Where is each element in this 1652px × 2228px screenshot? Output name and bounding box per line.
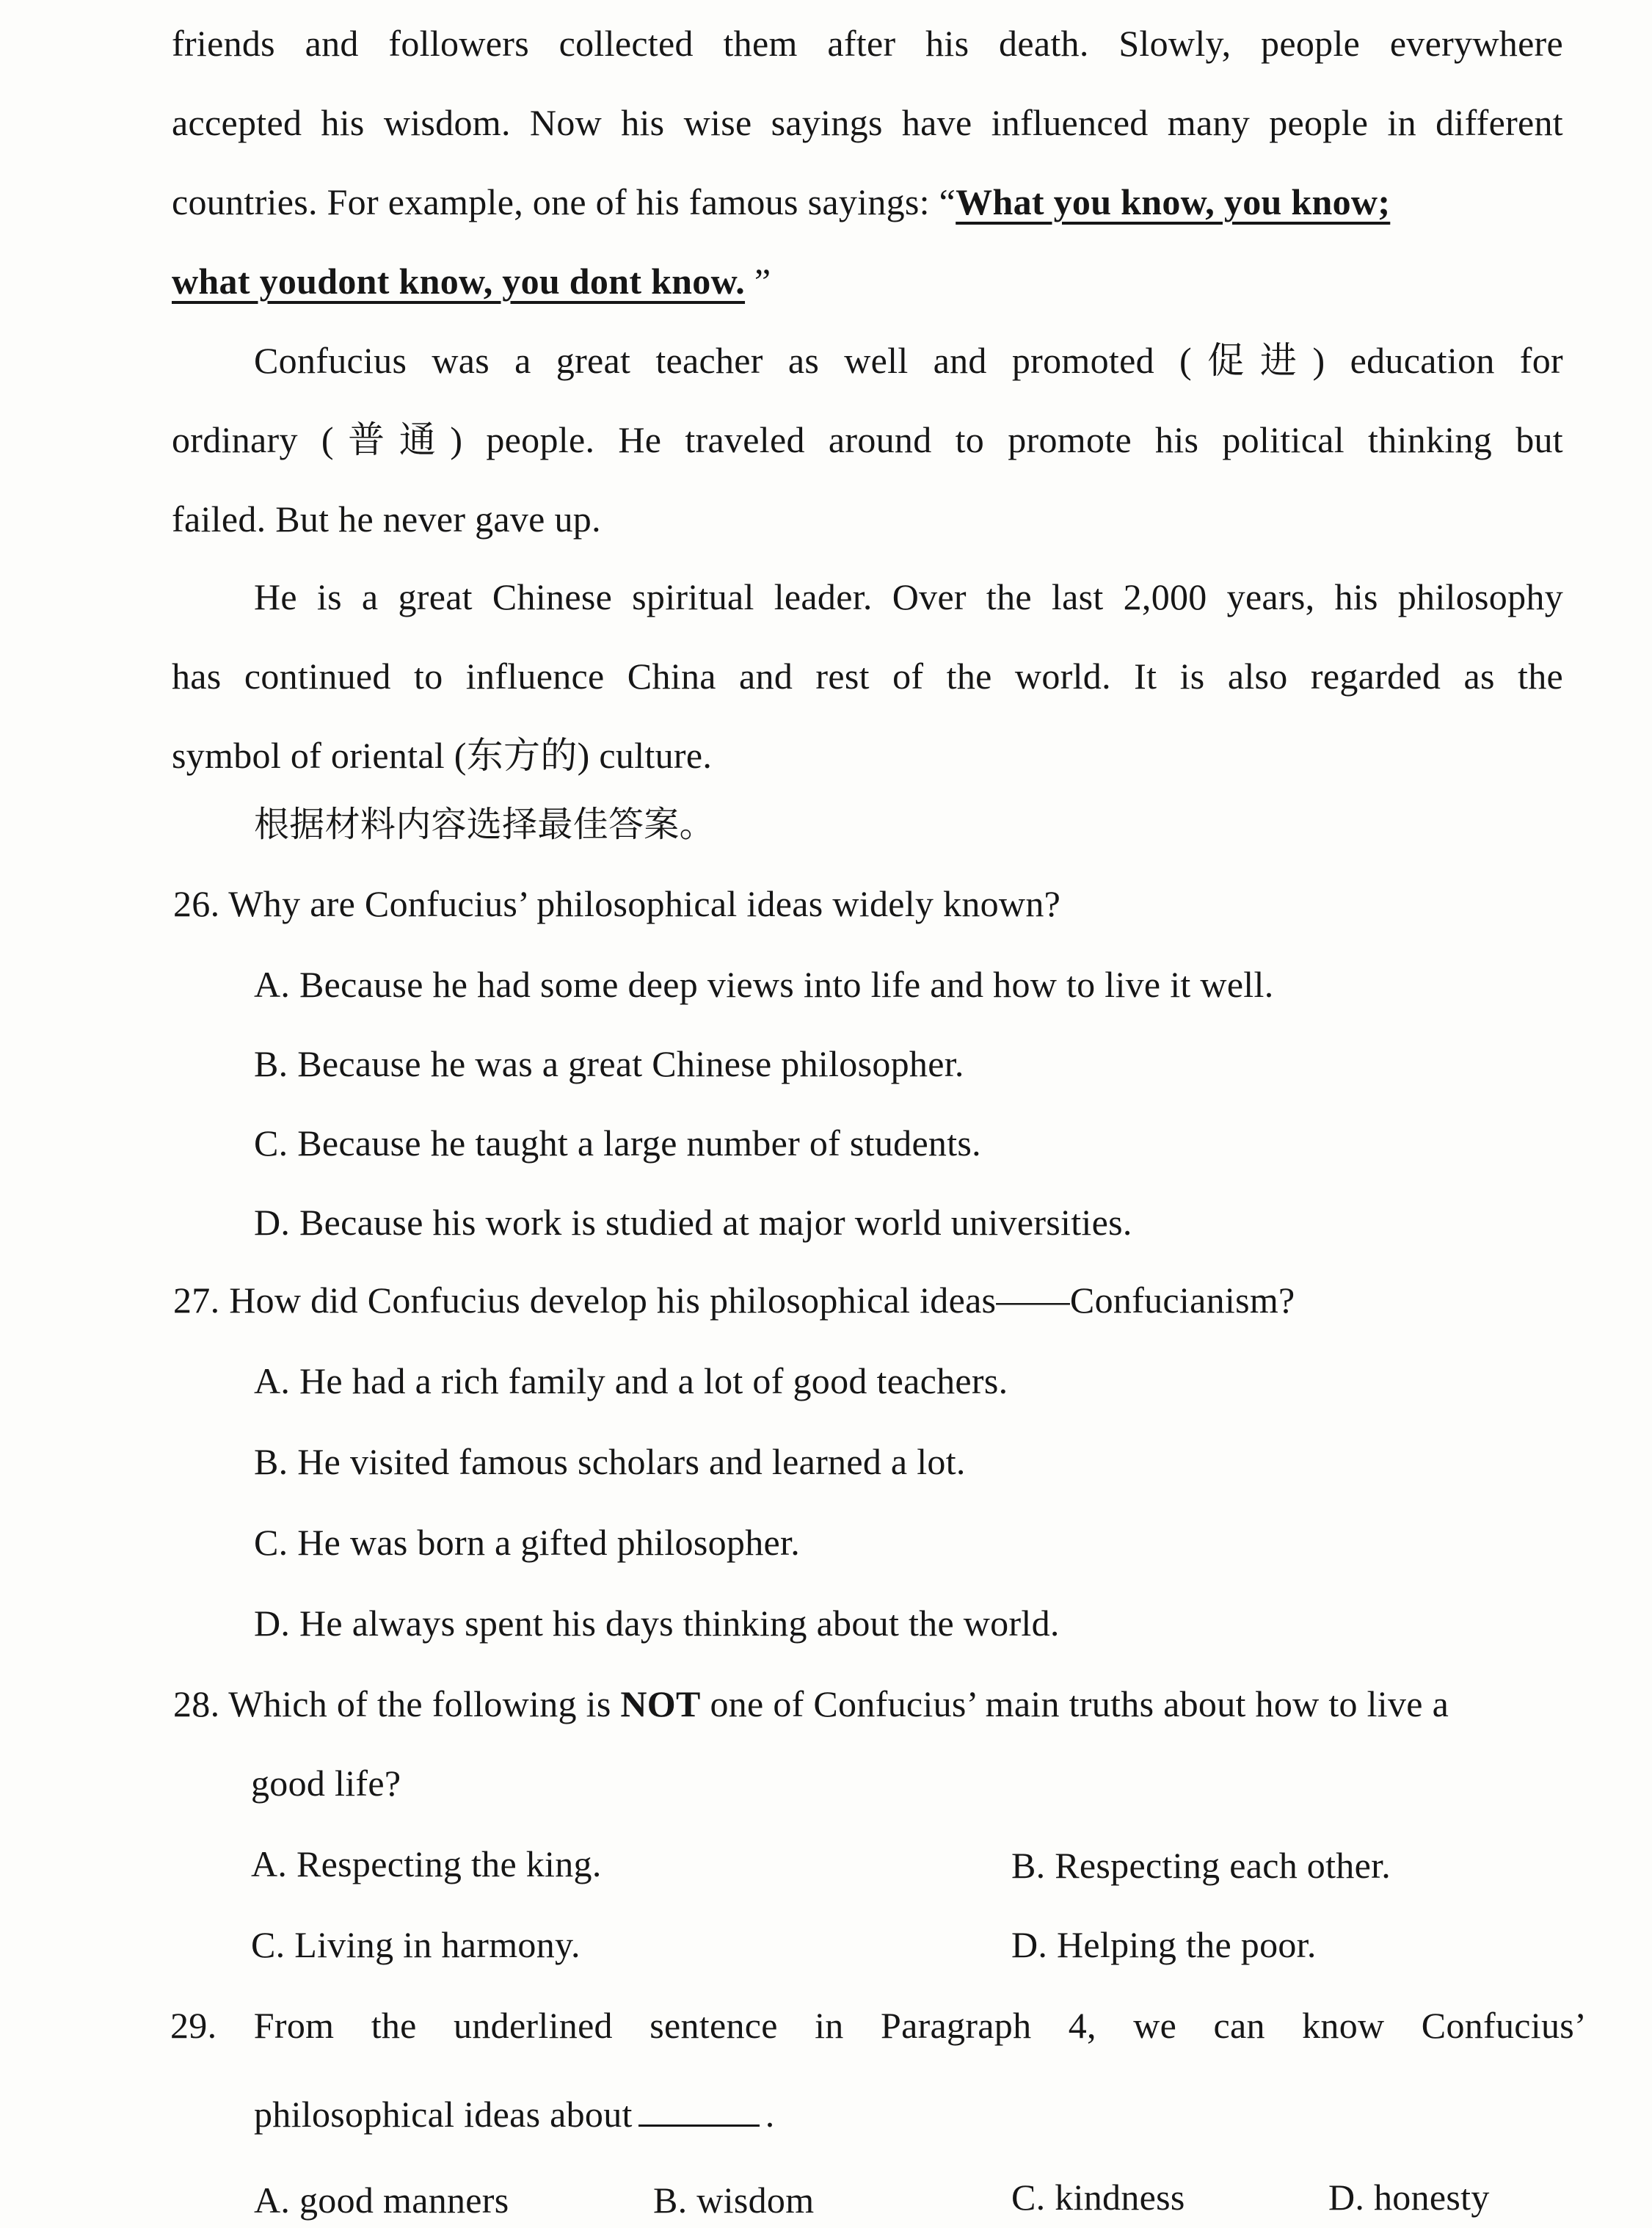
passage-line: friends and followers collected them after his death. Slowly, people everywhere: [172, 23, 1563, 64]
answer-blank: [638, 2091, 760, 2127]
question-29-option-b[interactable]: B. wisdom: [653, 2180, 815, 2221]
question-28-emphasis: NOT: [620, 1683, 701, 1724]
question-29-stem: 29. From the underlined sentence in Paragraph 4, we can know Confucius’: [170, 2005, 1587, 2046]
passage-line: symbol of oriental (东方的) culture.: [172, 735, 713, 776]
passage-line: has continued to influence China and rest of the world. It is also regarded as the: [172, 656, 1563, 697]
question-27-option-a[interactable]: A. He had a rich family and a lot of good teachers.: [254, 1360, 1008, 1401]
passage-line-with-quote: [172, 179, 1390, 225]
question-26-option-c[interactable]: C. Because he taught a large number of students.: [254, 1122, 981, 1164]
passage-text: countries. For example, one of his famous sayings: “: [172, 181, 956, 222]
question-26-option-b[interactable]: B. Because he was a great Chinese philosopher.: [254, 1043, 964, 1084]
instruction: 根据材料内容选择最佳答案。: [254, 804, 715, 845]
question-29-option-c[interactable]: C. kindness: [1011, 2177, 1185, 2218]
question-28-stem-text: one of Confucius’ main truths about how to live a: [700, 1683, 1449, 1724]
question-28-option-d[interactable]: D. Helping the poor.: [1011, 1924, 1317, 1965]
question-28-stem-continued: good life?: [251, 1763, 401, 1804]
question-27-option-d[interactable]: D. He always spent his days thinking about the world.: [254, 1603, 1060, 1644]
question-27-option-b[interactable]: B. He visited famous scholars and learned a lot.: [254, 1441, 966, 1482]
question-29-option-a[interactable]: A. good manners: [254, 2180, 509, 2221]
question-26-stem: 26. Why are Confucius’ philosophical ideas widely known?: [173, 883, 1061, 924]
question-27-option-c[interactable]: C. He was born a gifted philosopher.: [254, 1522, 801, 1563]
question-27-stem: 27. How did Confucius develop his philosophical ideas——Confucianism?: [173, 1280, 1295, 1321]
question-26-option-d[interactable]: D. Because his work is studied at major world universities.: [254, 1202, 1132, 1243]
passage-line: accepted his wisdom. Now his wise sayings have influenced many people in different: [172, 102, 1563, 143]
question-29-stem-continued: [254, 2091, 775, 2137]
passage-line: Confucius was a great teacher as well and promoted (促进) education for: [254, 340, 1563, 381]
question-29-stem-text: philosophical ideas about: [254, 2094, 633, 2135]
question-28-stem-text: 28. Which of the following is: [173, 1683, 621, 1724]
question-28-option-b[interactable]: B. Respecting each other.: [1011, 1845, 1391, 1886]
question-26-option-a[interactable]: A. Because he had some deep views into life and how to live it well.: [254, 964, 1274, 1005]
passage-line: ordinary (普通) people. He traveled around to promote his political thinking but: [172, 419, 1563, 460]
question-28-stem: [173, 1681, 1449, 1727]
underlined-saying: What you know, you know;: [956, 181, 1391, 222]
passage-line: failed. But he never gave up.: [172, 498, 601, 540]
question-29-option-d[interactable]: D. honesty: [1328, 2177, 1490, 2218]
passage-line-with-quote: [172, 258, 771, 304]
passage-line: He is a great Chinese spiritual leader. Over the last 2,000 years, his philosophy: [254, 576, 1563, 617]
underlined-saying: what youdont know, you dont know.: [172, 261, 746, 302]
question-28-option-a[interactable]: A. Respecting the king.: [251, 1843, 602, 1884]
question-29-stem-text: .: [765, 2094, 775, 2135]
question-28-option-c[interactable]: C. Living in harmony.: [251, 1924, 581, 1965]
passage-text: ”: [745, 261, 771, 302]
